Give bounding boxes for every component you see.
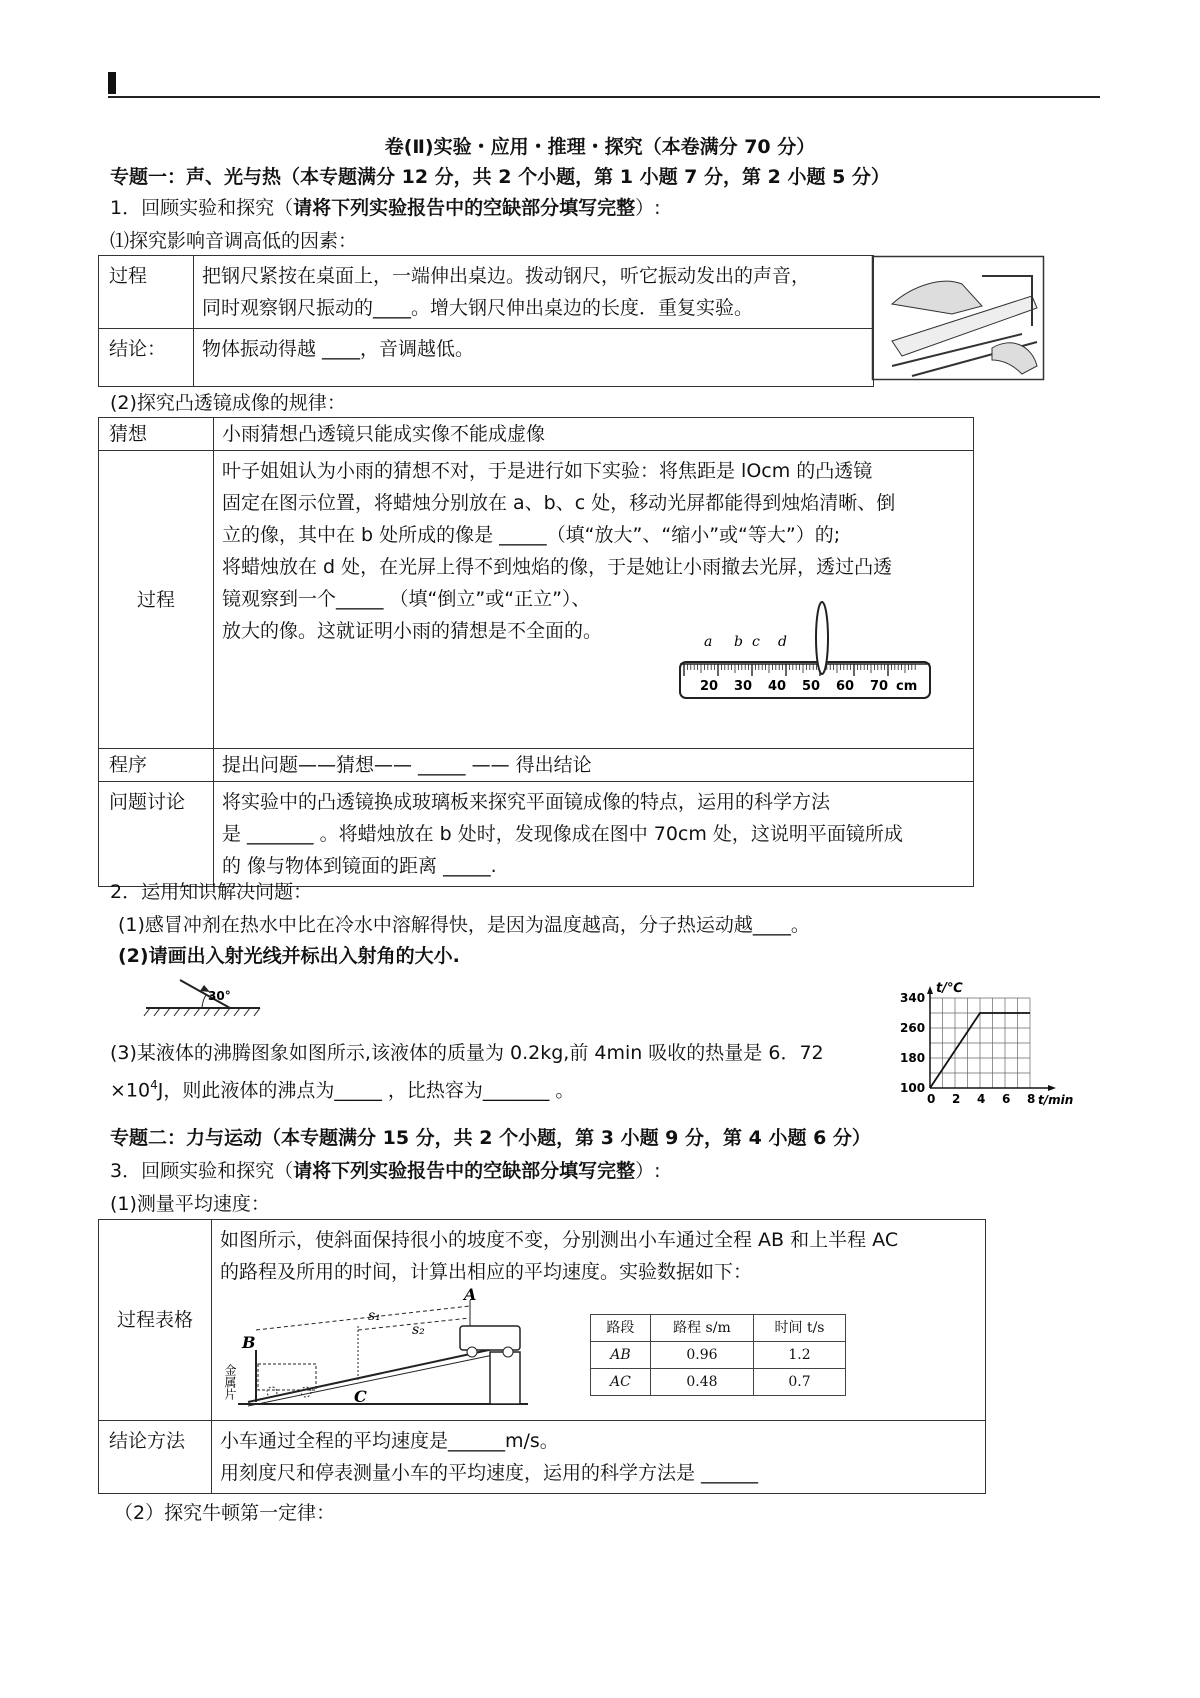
topic1-heading: 专题一：声、光与热（本专题满分 12 分，共 2 个小题，第 1 小题 7 分，第 2 小题 5 分） xyxy=(110,166,890,188)
label-A: A xyxy=(464,1285,477,1304)
ruler-label-50: 50 xyxy=(802,679,821,694)
ruler-label-20: 20 xyxy=(700,679,719,694)
label-metal: 金属片 xyxy=(223,1364,237,1400)
ruler-label-40: 40 xyxy=(768,679,787,694)
header-mark xyxy=(108,72,116,94)
label-B: B xyxy=(242,1333,256,1352)
ruler-unit: cm xyxy=(896,679,918,694)
th-time: 时间 t/s xyxy=(754,1315,846,1342)
pitch-conclusion-text: 物体振动得越 ____，音调越低。 xyxy=(194,329,874,387)
chart-xlabel: t/min xyxy=(1038,1093,1074,1107)
y-tick-label: 180 xyxy=(900,1051,926,1065)
pitch-process-text: 把钢尺紧按在桌面上，一端伸出桌边。拨动钢尺，听它振动发出的声音， 同时观察钢尺振动的____。增大钢尺伸出桌边的长度．重复实验。 xyxy=(194,256,874,329)
x-tick-label: 4 xyxy=(977,1092,986,1106)
lens-process-text: 叶子姐姐认为小雨的猜想不对，于是进行如下实验：将焦距是 lOcm 的凸透镜 固定在图示位置，将蜡烛分别放在 a、b、c 处，移动光屏都能得到烛焰清晰、倒 立的像，其中在 b 处所成的像是 _____（填“放大”、“缩小”或“等大”）的; 将蜡烛放在 d 处，在光屏上得不到烛焰的像，于是她让小雨撤去光屏，透过凸透 镜观察到一个_____ （填“倒立”或“正立”）、 放大的像。这就证明小雨的猜想是不全面的。 xyxy=(214,451,974,749)
header-rule xyxy=(108,96,1100,98)
q2-item3-line2: $\times 10^4J$，则此液体的沸点为_____ ，比热容为_______ 。 xyxy=(110,1078,575,1102)
y-tick-label: 100 xyxy=(900,1081,926,1095)
angle-label: 30° xyxy=(208,989,231,1003)
q2-heading: 2．运用知识解决问题： xyxy=(110,881,313,903)
pitch-table xyxy=(98,255,874,387)
chart-ylabel: t/℃ xyxy=(936,981,963,996)
x-tick-label: 8 xyxy=(1027,1092,1036,1106)
guess-label: 猜想 xyxy=(99,418,214,451)
label-C: C xyxy=(354,1387,367,1406)
exam-title: 卷(Ⅱ)实验・应用・推理・探究（本卷满分 70 分） xyxy=(384,136,816,158)
speed-conclusion-text: 小车通过全程的平均速度是______m/s。 用刻度尺和停表测量小车的平均速度，运用的科学方法是 ______ xyxy=(212,1421,986,1494)
q2-item2: (2)请画出入射光线并标出入射角的大小. xyxy=(118,945,460,967)
incline-figure xyxy=(223,1285,548,1420)
lens-process-label: 过程 xyxy=(99,451,214,749)
table-row: AB 0.96 1.2 xyxy=(591,1342,846,1369)
pitch-conclusion-label: 结论： xyxy=(99,329,194,387)
label-s1: s₁ xyxy=(368,1308,381,1324)
y-tick-label: 260 xyxy=(900,1021,926,1035)
th-segment: 路段 xyxy=(591,1315,651,1342)
pitch-process-label: 过程 xyxy=(99,256,194,329)
th-distance: 路程 s/m xyxy=(650,1315,753,1342)
discuss-label: 问题讨论 xyxy=(99,782,214,887)
guess-text: 小雨猜想凸透镜只能成实像不能成虚像 xyxy=(214,418,974,451)
ruler-label-30: 30 xyxy=(734,679,753,694)
q2-item1: (1)感冒冲剂在热水中比在冷水中溶解得快，是因为温度越高，分子热运动越____。 xyxy=(118,914,810,936)
point-c: c xyxy=(752,634,760,650)
label-s2: s₂ xyxy=(412,1322,425,1338)
newton-heading: （2）探究牛顿第一定律： xyxy=(114,1502,336,1524)
q1-instruction: 1．回顾实验和探究（请将下列实验报告中的空缺部分填写完整）: xyxy=(110,197,661,219)
speed-heading: (1)测量平均速度： xyxy=(110,1193,270,1215)
y-tick-label: 340 xyxy=(900,991,926,1005)
speed-process-text: 如图所示，使斜面保持很小的坡度不变，分别测出小车通过全程 AB 和上半程 AC 的路程及所用的时间，计算出相应的平均速度。实验数据如下： xyxy=(212,1220,986,1421)
ruler-label-70: 70 xyxy=(870,679,889,694)
discuss-text: 将实验中的凸透镜换成玻璃板来探究平面镜成像的特点，运用的科学方法 是 _______ 。将蜡烛放在 b 处时，发现像成在图中 70cm 处，这说明平面镜所成 的 像与物体到镜面的距离 _____. xyxy=(214,782,974,887)
mirror-ray-figure xyxy=(140,970,280,1020)
topic2-heading: 专题二：力与运动（本专题满分 15 分，共 2 个小题，第 3 小题 9 分，第 4 小题 6 分） xyxy=(110,1127,871,1149)
table-row: AC 0.48 0.7 xyxy=(591,1369,846,1396)
steel-ruler-figure xyxy=(872,256,1044,380)
ruler-label-60: 60 xyxy=(836,679,855,694)
speed-conclusion-label: 结论方法 xyxy=(99,1421,212,1494)
speed-data-table xyxy=(590,1314,846,1396)
x-tick-label: 6 xyxy=(1002,1092,1011,1106)
q2-item3-line1: (3)某液体的沸腾图象如图所示,该液体的质量为 0.2kg,前 4min 吸收的热量是 6．72 xyxy=(110,1042,824,1064)
x-tick-label: 2 xyxy=(952,1092,961,1106)
boiling-chart xyxy=(900,980,1080,1110)
speed-process-label: 过程表格 xyxy=(99,1220,212,1421)
part2-heading: (2)探究凸透镜成像的规律： xyxy=(110,392,346,414)
point-a: a xyxy=(704,634,713,650)
program-label: 程序 xyxy=(99,749,214,782)
optical-bench-figure xyxy=(670,598,940,698)
program-text: 提出问题——猜想—— _____ —— 得出结论 xyxy=(214,749,974,782)
part1-heading: ⑴探究影响音调高低的因素： xyxy=(110,230,358,252)
point-d: d xyxy=(778,634,787,650)
x-tick-label: 0 xyxy=(927,1092,936,1106)
point-b: b xyxy=(734,634,743,650)
q3-instruction: 3．回顾实验和探究（请将下列实验报告中的空缺部分填写完整）: xyxy=(110,1160,661,1182)
